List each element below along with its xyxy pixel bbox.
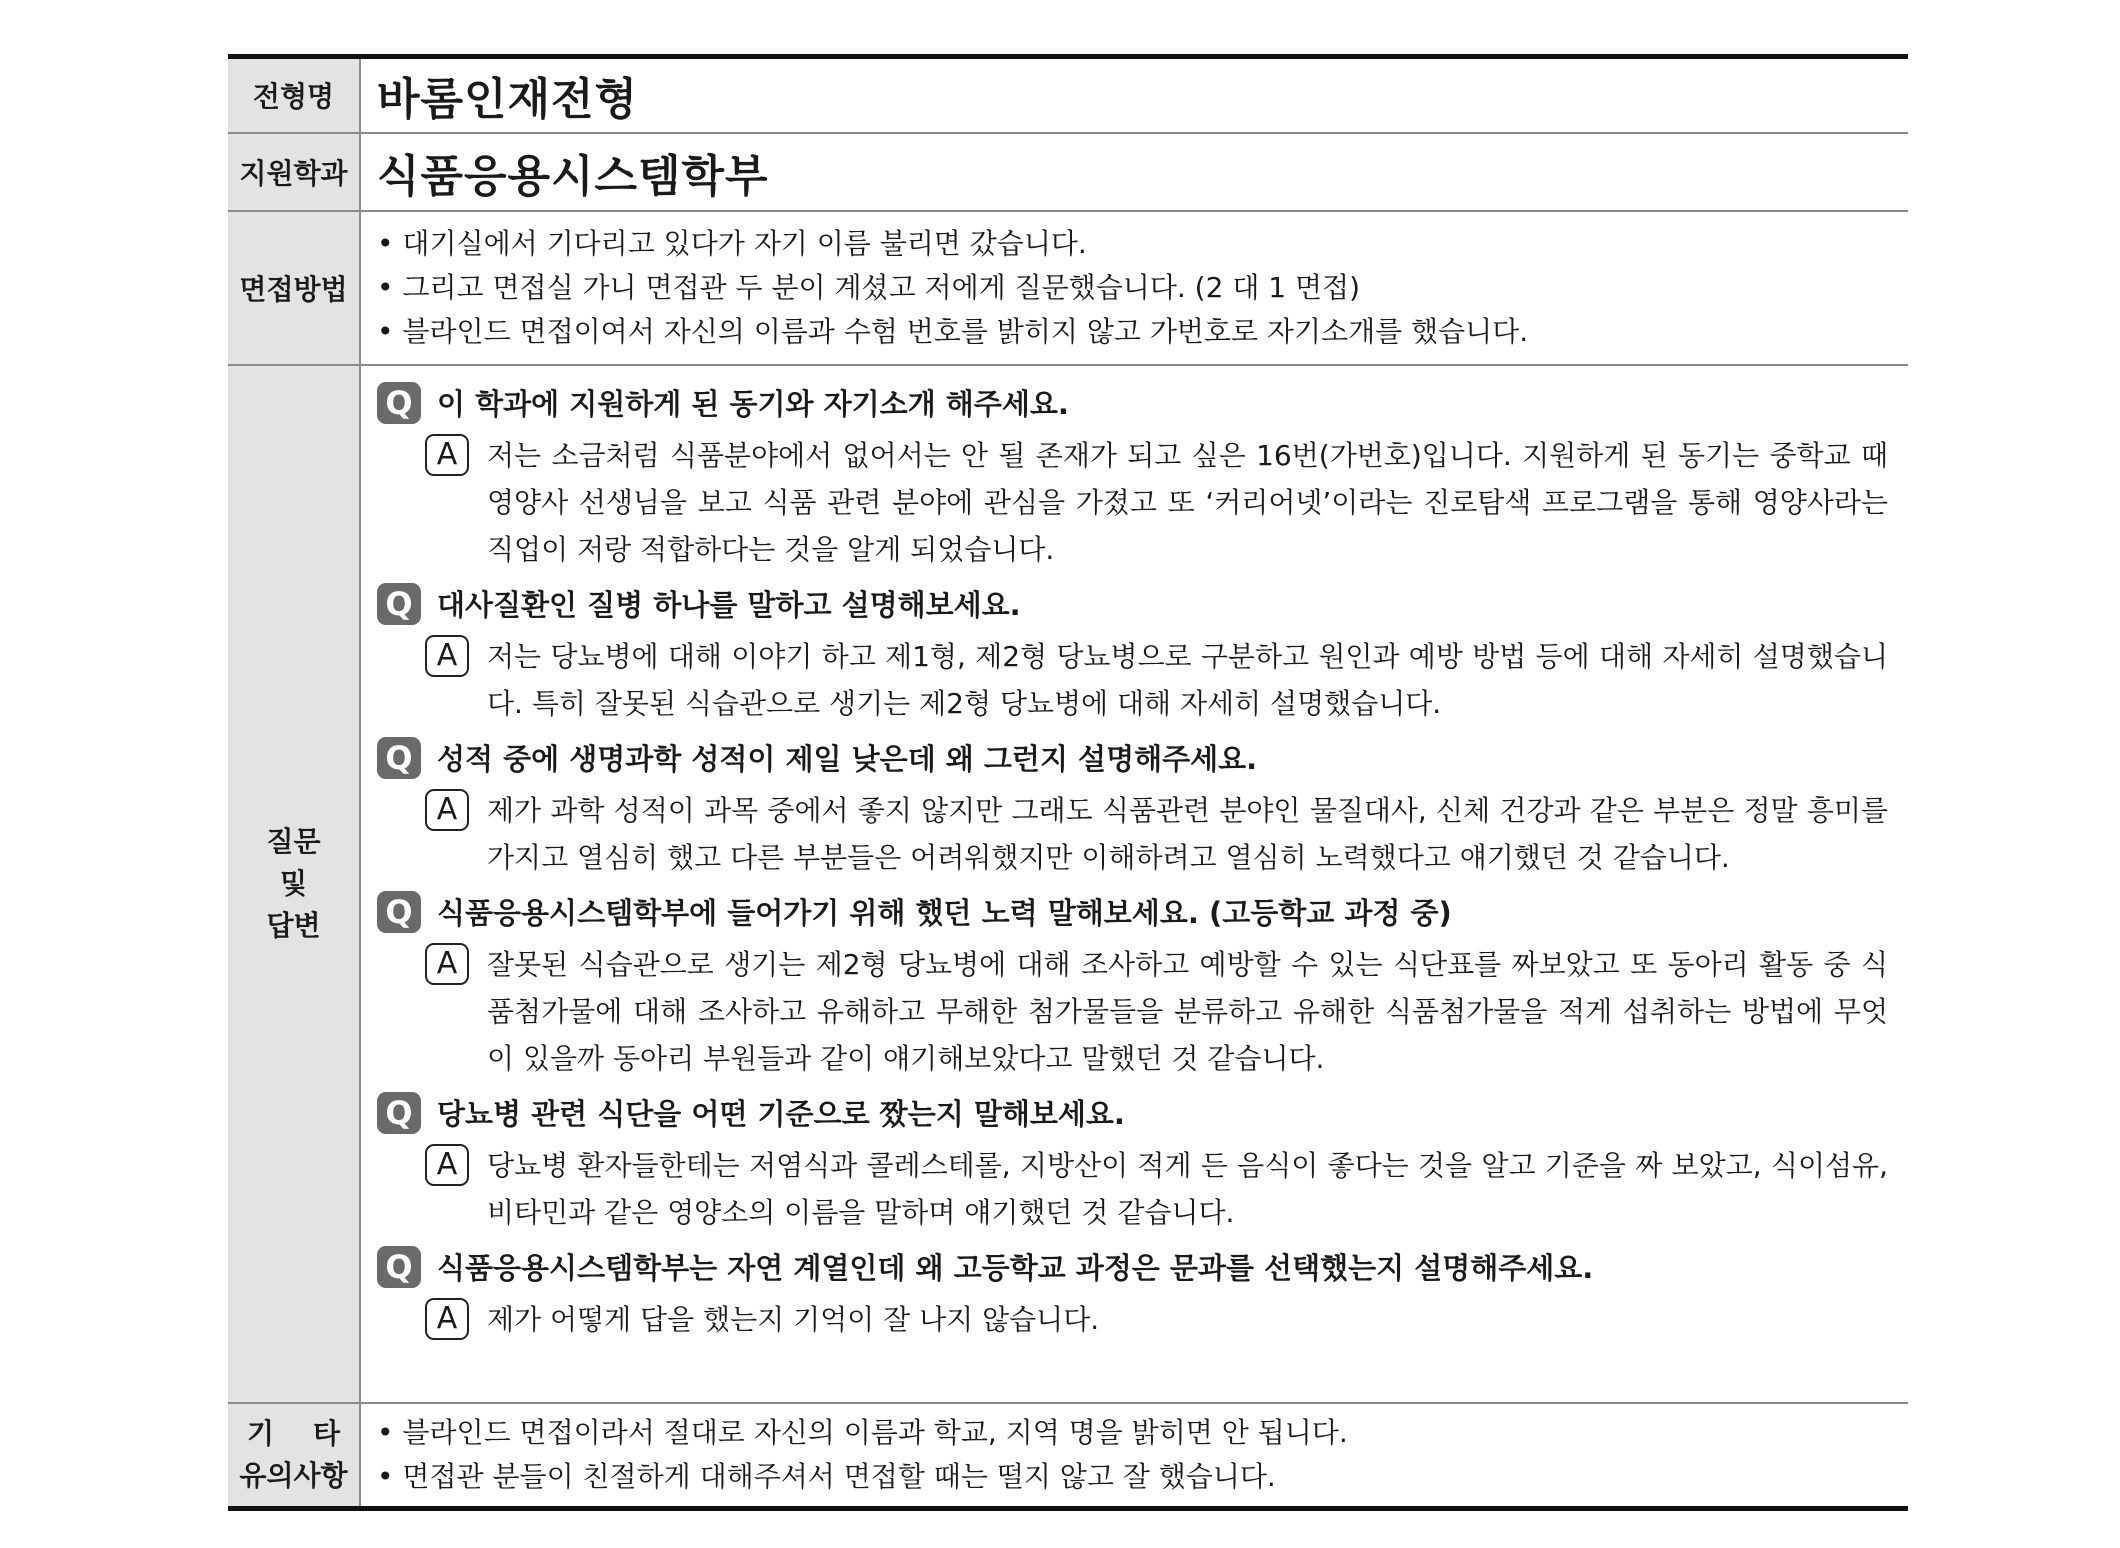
question-item [377,1092,1888,1136]
notes-item: • 면접관 분들이 친절하게 대해주셔서 면접할 때는 떨지 않고 잘 했습니다. [377,1455,1888,1499]
answer-text: 저는 소금처럼 식품분야에서 없어서는 안 될 존재가 되고 싶은 16번(가번호)입니다. 지원하게 된 동기는 중학교 때 영양사 선생님을 보고 식품 관련 분야에 관심을 가졌고 또 ‘커리어넷’이라는 진로탐색 프로그램을 통해 영양사라는 직업이 저랑 적합하다는 것을 알게 되었습니다. [487,438,1888,566]
label-admission-type: 전형명 [228,57,360,133]
answer-badge-icon: A [425,1144,469,1186]
answer-badge-icon: A [425,789,469,831]
answer-item [425,432,1888,573]
interview-table [228,54,1908,1511]
notes-label-stack [228,1413,359,1497]
question-item [377,583,1888,627]
question-badge-icon: Q [377,737,421,779]
qa-label-stack [228,821,359,947]
interview-record-sheet [228,54,1908,1511]
question-text: 식품응용시스템학부에 들어가기 위해 했던 노력 말해보세요. (고등학교 과정 중) [437,895,1452,930]
answer-text: 제가 과학 성적이 과목 중에서 좋지 않지만 그래도 식품관련 분야인 물질대사, 신체 건강과 같은 부분은 정말 흥미를 가지고 열심히 했고 다른 부분들은 어려워했지만 이해하려고 열심히 노력했다고 얘기했던 것 같습니다. [487,793,1888,874]
label-other-notes [228,1403,360,1509]
method-item: • 대기실에서 기다리고 있다가 자기 이름 불리면 갔습니다. [377,222,1888,266]
row-admission-type [228,57,1908,133]
row-department [228,133,1908,211]
question-item [377,382,1888,426]
notes-item: • 블라인드 면접이라서 절대로 자신의 이름과 학교, 지역 명을 밝히면 안 됩니다. [377,1411,1888,1455]
qa-cell [360,365,1908,1403]
answer-item [425,1142,1888,1236]
question-item [377,1246,1888,1290]
label-questions-answers [228,365,360,1403]
label-department: 지원학과 [228,133,360,211]
row-other-notes [228,1403,1908,1509]
row-interview-method [228,211,1908,365]
row-questions-answers [228,365,1908,1403]
question-badge-icon: Q [377,382,421,424]
answer-badge-icon: A [425,635,469,677]
answer-text: 제가 어떻게 답을 했는지 기억이 잘 나지 않습니다. [487,1302,1100,1336]
qa-label-line: 질문 [266,824,321,858]
answer-badge-icon: A [425,434,469,476]
qa-label-line: 답변 [266,908,321,942]
admission-type-value: 바롬인재전형 [377,74,639,126]
question-badge-icon: Q [377,891,421,933]
qa-label-line: 및 [279,866,308,900]
answer-text: 저는 당뇨병에 대해 이야기 하고 제1형, 제2형 당뇨병으로 구분하고 원인과 예방 방법 등에 대해 자세히 설명했습니다. 특히 잘못된 식습관으로 생기는 제2형 당뇨병에 대해 자세히 설명했습니다. [487,639,1888,720]
interview-method-cell [360,211,1908,365]
answer-item [425,633,1888,727]
answer-text: 당뇨병 환자들한테는 저염식과 콜레스테롤, 지방산이 적게 든 음식이 좋다는 것을 알고 기준을 짜 보았고, 식이섬유, 비타민과 같은 영양소의 이름을 말하며 얘기했던 것 같습니다. [487,1148,1888,1229]
qa-list [377,366,1888,1349]
label-interview-method: 면접방법 [228,211,360,365]
question-badge-icon: Q [377,1092,421,1134]
answer-item [425,1296,1888,1343]
answer-item [425,941,1888,1082]
method-item: • 그리고 면접실 가니 면접관 두 분이 계셨고 저에게 질문했습니다. (2 대 1 면접) [377,266,1888,310]
answer-badge-icon: A [425,1298,469,1340]
question-item [377,891,1888,935]
notes-label-line: 유의사항 [239,1458,348,1492]
department-cell [360,133,1908,211]
admission-type-cell [360,57,1908,133]
answer-text: 잘못된 식습관으로 생기는 제2형 당뇨병에 대해 조사하고 예방할 수 있는 식단표를 짜보았고 또 동아리 활동 중 식품첨가물에 대해 조사하고 유해하고 무해한 첨가물들을 분류하고 유해한 식품첨가물을 적게 섭취하는 방법에 무엇이 있을까 동아리 부원들과 같이 얘기해보았다고 말했던 것 같습니다. [487,947,1888,1075]
notes-label-line: 기 타 [246,1416,341,1450]
answer-item [425,787,1888,881]
question-text: 대사질환인 질병 하나를 말하고 설명해보세요. [437,587,1021,622]
question-item [377,737,1888,781]
other-notes-cell [360,1403,1908,1509]
question-badge-icon: Q [377,1246,421,1288]
question-text: 식품응용시스템학부는 자연 계열인데 왜 고등학교 과정은 문과를 선택했는지 설명해주세요. [437,1250,1594,1285]
question-badge-icon: Q [377,583,421,625]
department-value: 식품응용시스템학부 [377,150,769,202]
answer-badge-icon: A [425,943,469,985]
question-text: 당뇨병 관련 식단을 어떤 기준으로 짰는지 말해보세요. [437,1096,1125,1131]
question-text: 이 학과에 지원하게 된 동기와 자기소개 해주세요. [437,386,1069,421]
question-text: 성적 중에 생명과학 성적이 제일 낮은데 왜 그런지 설명해주세요. [437,741,1258,776]
method-item: • 블라인드 면접이여서 자신의 이름과 수험 번호를 밝히지 않고 가번호로 자기소개를 했습니다. [377,310,1888,354]
